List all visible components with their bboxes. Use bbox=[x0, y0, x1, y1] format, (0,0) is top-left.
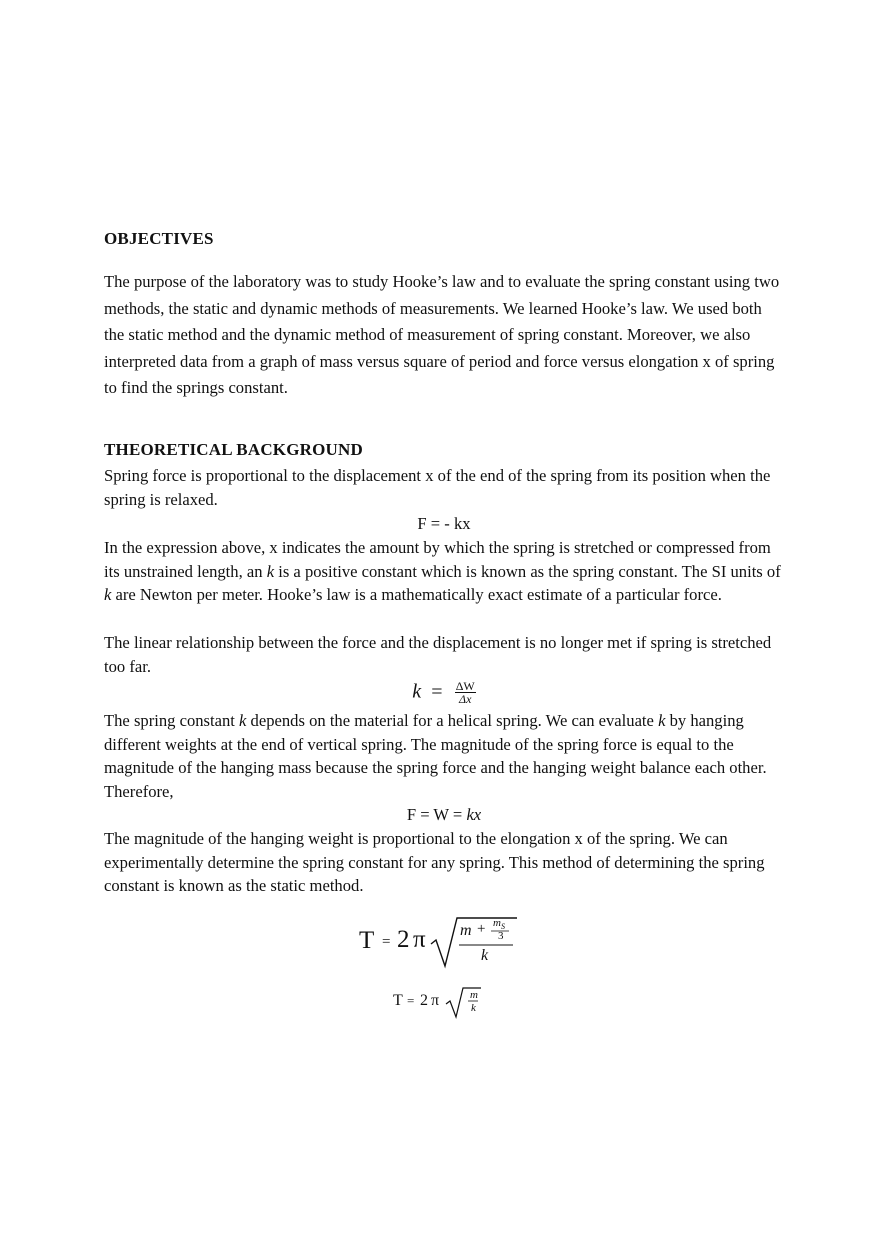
equation-spring-constant: k = $\frac{\Delta W}{\Delta x}$ bbox=[412, 678, 475, 706]
objectives-paragraph: The purpose of the laboratory was to study Hooke’s law and to evaluate the spring constant using two methods, the static and dynamic methods of measurements. We learned Hooke’s law. We used both the static method and the dynamic method of measurement of spring constant. Moreover, we also interpreted data from a graph of mass versus square of period and force versus elongation x of spring to find the springs constant. bbox=[104, 272, 780, 397]
theory-paragraph-3: The linear relationship between the force and the displacement is no longer met if spring is stretched too far. bbox=[104, 633, 772, 676]
equation-period-with-spring-mass: T = 2 π m + $m_S$ 3 k bbox=[356, 912, 526, 970]
radical-sign-small bbox=[445, 986, 485, 1020]
theory-paragraph-2: In the expression above, x indicates the amount by which the spring is stretched or compressed from its unstrained length, an k is a positive constant which is known as the spring constant. The SI units of k are Newton per meter. Hooke’s law is a mathematically exact estimate of a particular force. bbox=[104, 538, 781, 605]
theory-paragraph-1: Spring force is proportional to the displacement x of the end of the spring from its position when the spring is relaxed. bbox=[104, 466, 771, 509]
theory-paragraph-5: The magnitude of the hanging weight is proportional to the elongation x of the spring. We can experimentally determine the spring constant for any spring. This method of determining the spring constant is known as the static method. bbox=[104, 829, 765, 896]
radical-sign bbox=[429, 914, 519, 970]
objectives-heading: OBJECTIVES bbox=[104, 229, 214, 248]
theory-paragraph-4: The spring constant k depends on the material for a helical spring. We can evaluate k by hanging different weights at the end of vertical spring. The magnitude of the spring force is equal to the magnitude of the hanging mass because the spring force and the hanging weight balance each other. Therefore, bbox=[104, 711, 767, 801]
delta-fraction: $\frac{\Delta W}{\Delta x}$ bbox=[455, 678, 475, 706]
equation-hookes-law: F = - kx bbox=[417, 514, 471, 533]
equation-force-weight: F = W = kx bbox=[406, 805, 482, 824]
equation-period-simple: T = 2 π m k bbox=[393, 986, 493, 1020]
theory-heading: THEORETICAL BACKGROUND bbox=[104, 440, 363, 459]
